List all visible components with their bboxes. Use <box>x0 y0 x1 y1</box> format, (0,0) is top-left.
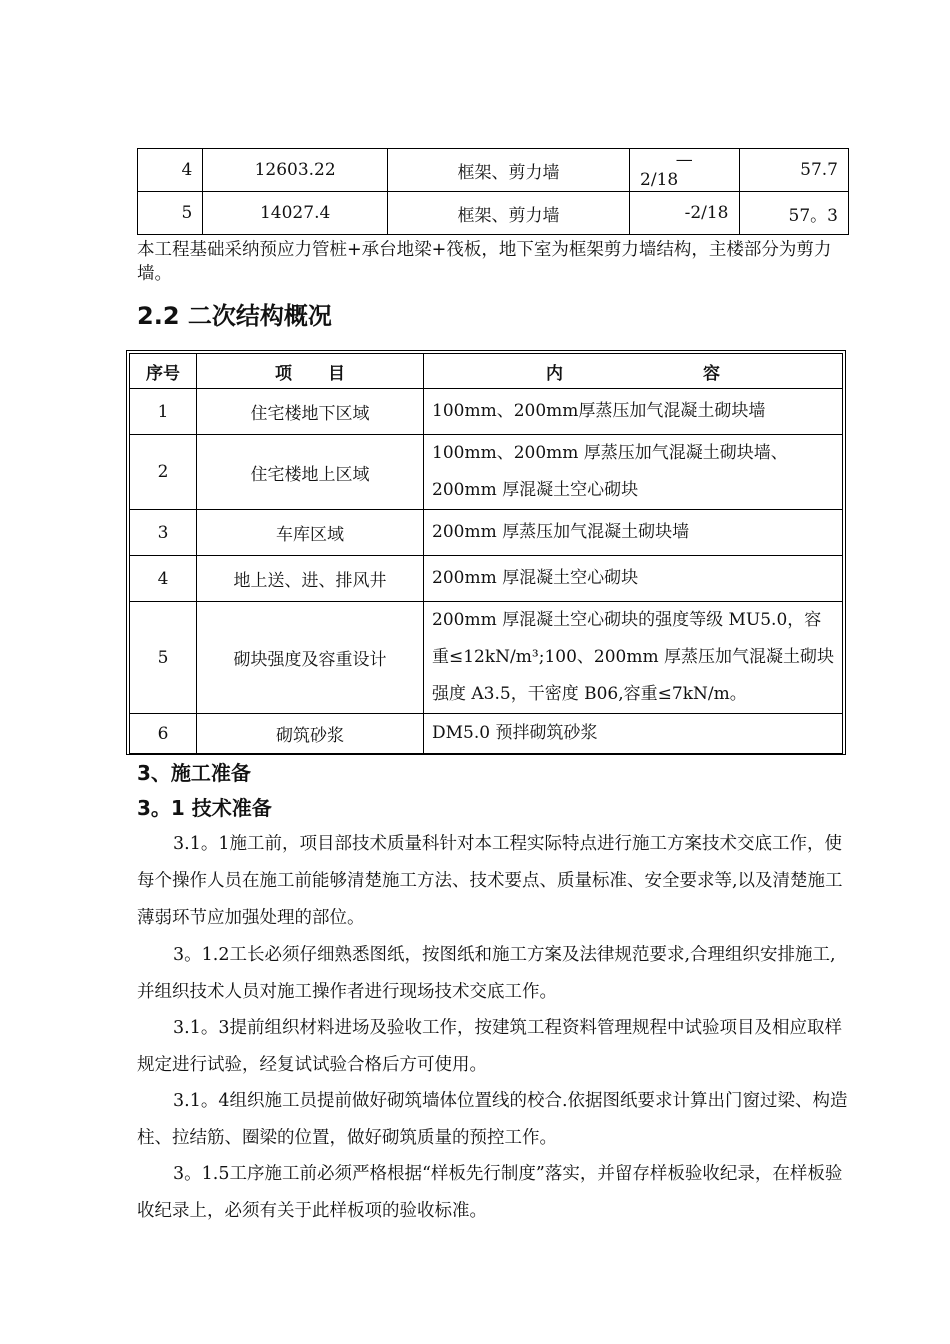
building-overview-table <box>137 148 849 235</box>
table-cell-content: 200mm 厚混凝土空心砌块 <box>424 556 843 602</box>
table-cell-no: 3 <box>130 510 197 556</box>
table-cell-no: 4 <box>138 149 203 192</box>
header-no: 序号 <box>130 354 197 389</box>
table-cell-area: 12603.22 <box>203 149 388 192</box>
table-cell-no: 5 <box>130 602 197 714</box>
table-cell-no: 4 <box>130 556 197 602</box>
table-cell-item: 砌块强度及容重设计 <box>197 602 424 714</box>
table-cell-content: 100mm、200mm 厚蒸压加气混凝土砌块墙、200mm 厚混凝土空心砌块 <box>424 435 843 510</box>
table-cell-item: 住宅楼地下区域 <box>197 389 424 435</box>
ratio-value: 2/18 <box>640 170 679 190</box>
table-row <box>130 714 843 754</box>
table-cell-structure: 框架、剪力墙 <box>388 149 630 192</box>
ratio-dash: — <box>675 150 693 170</box>
section-heading-3: 3、施工准备 <box>137 761 251 785</box>
secondary-structure-table <box>129 353 843 754</box>
paragraph-3-1-2: 3。1.2工长必须仔细熟悉图纸，按图纸和施工方案及法律规范要求,合理组织安排施工,并组织技术人员对施工操作者进行现场技术交底工作。 <box>137 945 836 1002</box>
paragraph-3-1-3: 3.1。3提前组织材料进场及验收工作，按建筑工程资料管理规程中试验项目及相应取样规定进行试验，经复试试验合格后方可使用。 <box>137 1018 842 1075</box>
table-cell-ratio <box>630 149 739 192</box>
table-cell-item: 砌筑砂浆 <box>197 714 424 754</box>
header-content: 内 容 <box>424 354 843 389</box>
table-cell-height: 57.7 <box>739 149 849 192</box>
paragraph-3-1-5: 3。1.5工序施工前必须严格根据“样板先行制度”落实，并留存样板验收纪录，在样板验收纪录上，必须有关于此样板项的验收标准。 <box>137 1164 843 1221</box>
table-cell-no: 5 <box>138 192 203 235</box>
table-row <box>130 602 843 714</box>
section-heading-3-1: 3。1 技术准备 <box>137 796 272 820</box>
table-cell-content: 200mm 厚蒸压加气混凝土砌块墙 <box>424 510 843 556</box>
table-cell-item: 地上送、进、排风井 <box>197 556 424 602</box>
table-cell-no: 6 <box>130 714 197 754</box>
table-row <box>130 556 843 602</box>
table-cell-no: 1 <box>130 389 197 435</box>
table-cell-item: 住宅楼地上区域 <box>197 435 424 510</box>
table-header-row <box>130 354 843 389</box>
table-row <box>130 435 843 510</box>
table-cell-area: 14027.4 <box>203 192 388 235</box>
secondary-structure-table-frame <box>126 350 846 755</box>
foundation-paragraph: 本工程基础采纳预应力管桩+承台地梁+筏板，地下室为框架剪力墙结构，主楼部分为剪力墙。 <box>137 240 832 284</box>
table-cell-ratio: -2/18 <box>630 192 739 235</box>
header-item: 项 目 <box>197 354 424 389</box>
table-cell-content: 200mm 厚混凝土空心砌块的强度等级 MU5.0，容重≤12kN/m³;100、200mm 厚蒸压加气混凝土砌块强度 A3.5，干密度 B06,容重≤7kN/m。 <box>424 602 843 714</box>
table-row <box>138 192 849 235</box>
table-row <box>138 149 849 192</box>
table-cell-structure: 框架、剪力墙 <box>388 192 630 235</box>
table-cell-no: 2 <box>130 435 197 510</box>
table-row <box>130 389 843 435</box>
paragraph-3-1-4: 3.1。4组织施工员提前做好砌筑墙体位置线的校合.依据图纸要求计算出门窗过梁、构造柱、拉结筋、圈梁的位置，做好砌筑质量的预控工作。 <box>137 1091 848 1148</box>
table-cell-height: 57。3 <box>739 192 849 235</box>
table-cell-item: 车库区域 <box>197 510 424 556</box>
table-cell-content: DM5.0 预拌砌筑砂浆 <box>424 714 843 754</box>
table-cell-content: 100mm、200mm厚蒸压加气混凝土砌块墙 <box>424 389 843 435</box>
section-heading-2-2: 2.2 二次结构概况 <box>137 302 332 330</box>
paragraph-3-1-1: 3.1。1施工前，项目部技术质量科针对本工程实际特点进行施工方案技术交底工作，使每个操作人员在施工前能够清楚施工方法、技术要点、质量标准、安全要求等,以及清楚施工薄弱环节应加强处理的部位。 <box>137 834 843 928</box>
table-row <box>130 510 843 556</box>
